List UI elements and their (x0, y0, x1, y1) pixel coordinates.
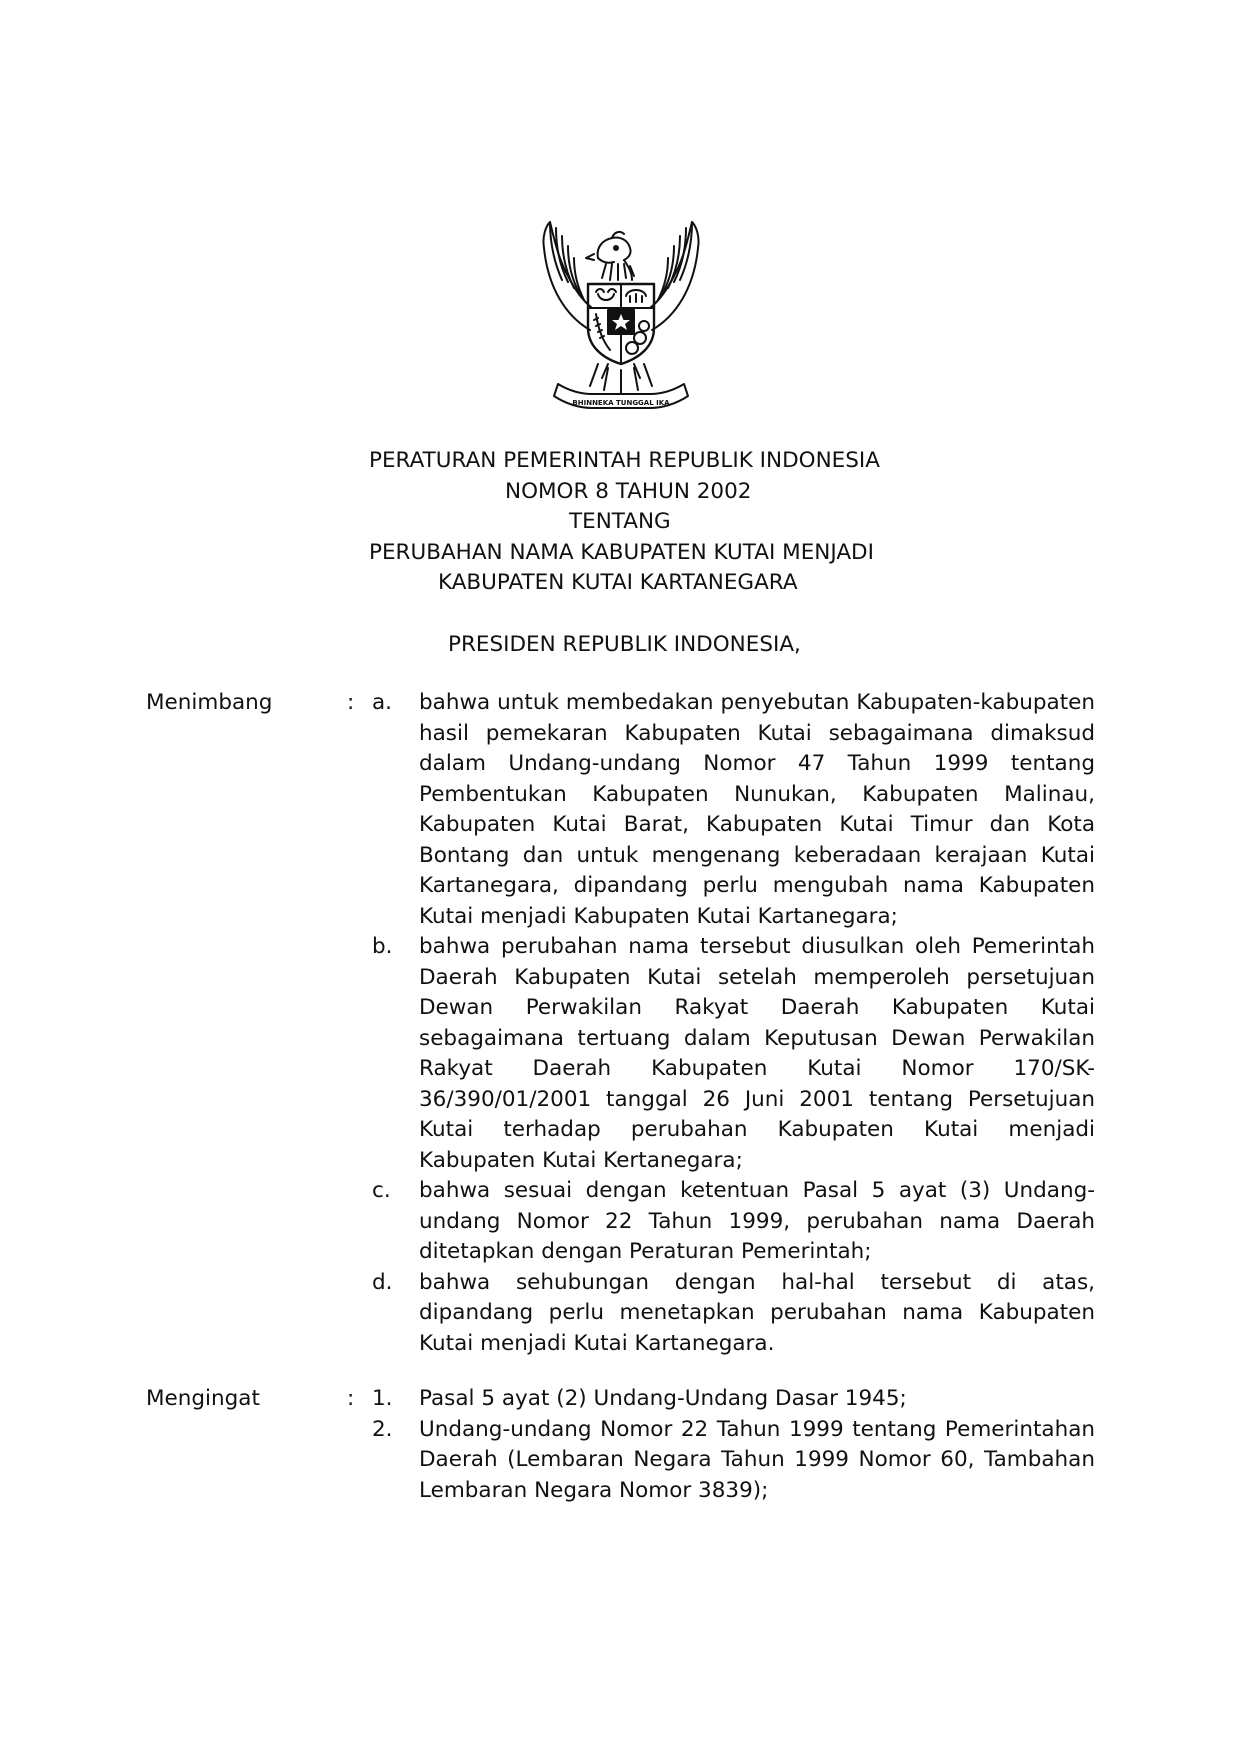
list-item-marker: d. (372, 1269, 393, 1295)
menimbang-list (0, 688, 1240, 1359)
list-item (0, 1176, 1240, 1268)
list-item-text: Pasal 5 ayat (2) Undang-Undang Dasar 1945; (419, 1386, 907, 1411)
title-line-regulation: PERATURAN PEMERINTAH REPUBLIK INDONESIA (369, 448, 880, 473)
title-line-number: NOMOR 8 TAHUN 2002 (505, 478, 752, 504)
title-line-subject-1: PERUBAHAN NAMA KABUPATEN KUTAI MENJADI (369, 539, 874, 565)
list-item (0, 1384, 1240, 1415)
mengingat-colon: : (347, 1386, 355, 1411)
list-item (0, 1268, 1240, 1360)
list-item-marker: 1. (372, 1386, 393, 1411)
list-item-marker: b. (372, 934, 393, 959)
garuda-pancasila-emblem (528, 218, 714, 418)
mengingat-label: Mengingat (146, 1386, 260, 1411)
list-item-text: Undang-undang Nomor 22 Tahun 1999 tentang Pemerintahan Daerah (Lembaran Negara Tahun 1999 Nomor 60, Tambahan Lembaran Negara Nomor 3839); (419, 1416, 1095, 1503)
list-item-marker: a. (372, 690, 393, 715)
document-title (0, 446, 1240, 599)
list-item-marker: c. (372, 1178, 391, 1203)
president-heading: PRESIDEN REPUBLIK INDONESIA, (448, 632, 801, 657)
list-item-text: bahwa perubahan nama tersebut diusulkan oleh Pemerintah Daerah Kabupaten Kutai setelah memperoleh persetujuan Dewan Perwakilan Rakyat Daerah Kabupaten Kutai sebagaimana tertuang dalam Keputusan Dewan Perwakilan Rakyat Daerah Kabupaten Kutai Nomor 170/SK-36/390/01/2001 tanggal 26 Juni 2001 tentang Persetujuan Kutai terhadap perubahan Kabupaten Kutai menjadi Kabupaten Kutai Kertanegara; (419, 934, 1095, 1173)
list-item-text: bahwa sehubungan dengan hal-hal tersebut di atas, dipandang perlu menetapkan perubahan nama Kabupaten Kutai menjadi Kutai Kartanegara. (419, 1269, 1095, 1356)
title-line-subject-2: KABUPATEN KUTAI KARTANEGARA (438, 570, 798, 595)
emblem-motto: BHINNEKA TUNGGAL IKA (572, 399, 670, 407)
list-item (0, 932, 1240, 1176)
list-item-marker: 2. (372, 1416, 393, 1442)
menimbang-label: Menimbang (146, 690, 273, 715)
title-line-about: TENTANG (569, 509, 671, 534)
list-item-text: bahwa sesuai dengan ketentuan Pasal 5 ayat (3) Undang-undang Nomor 22 Tahun 1999, perubahan nama Daerah ditetapkan dengan Peraturan Pemerintah; (419, 1178, 1095, 1264)
mengingat-list (0, 1384, 1240, 1506)
list-item (0, 688, 1240, 932)
list-item-text: bahwa untuk membedakan penyebutan Kabupaten-kabupaten hasil pemekaran Kabupaten Kutai sebagaimana dimaksud dalam Undang-undang Nomor 47 Tahun 1999 tentang Pembentukan Kabupaten Nunukan, Kabupaten Malinau, Kabupaten Kutai Barat, Kabupaten Kutai Timur dan Kota Bontang dan untuk mengenang keberadaan kerajaan Kutai Kartanegara, dipandang perlu mengubah nama Kabupaten Kutai menjadi Kabupaten Kutai Kartanegara; (419, 690, 1095, 929)
menimbang-colon: : (347, 690, 355, 715)
list-item (0, 1415, 1240, 1507)
